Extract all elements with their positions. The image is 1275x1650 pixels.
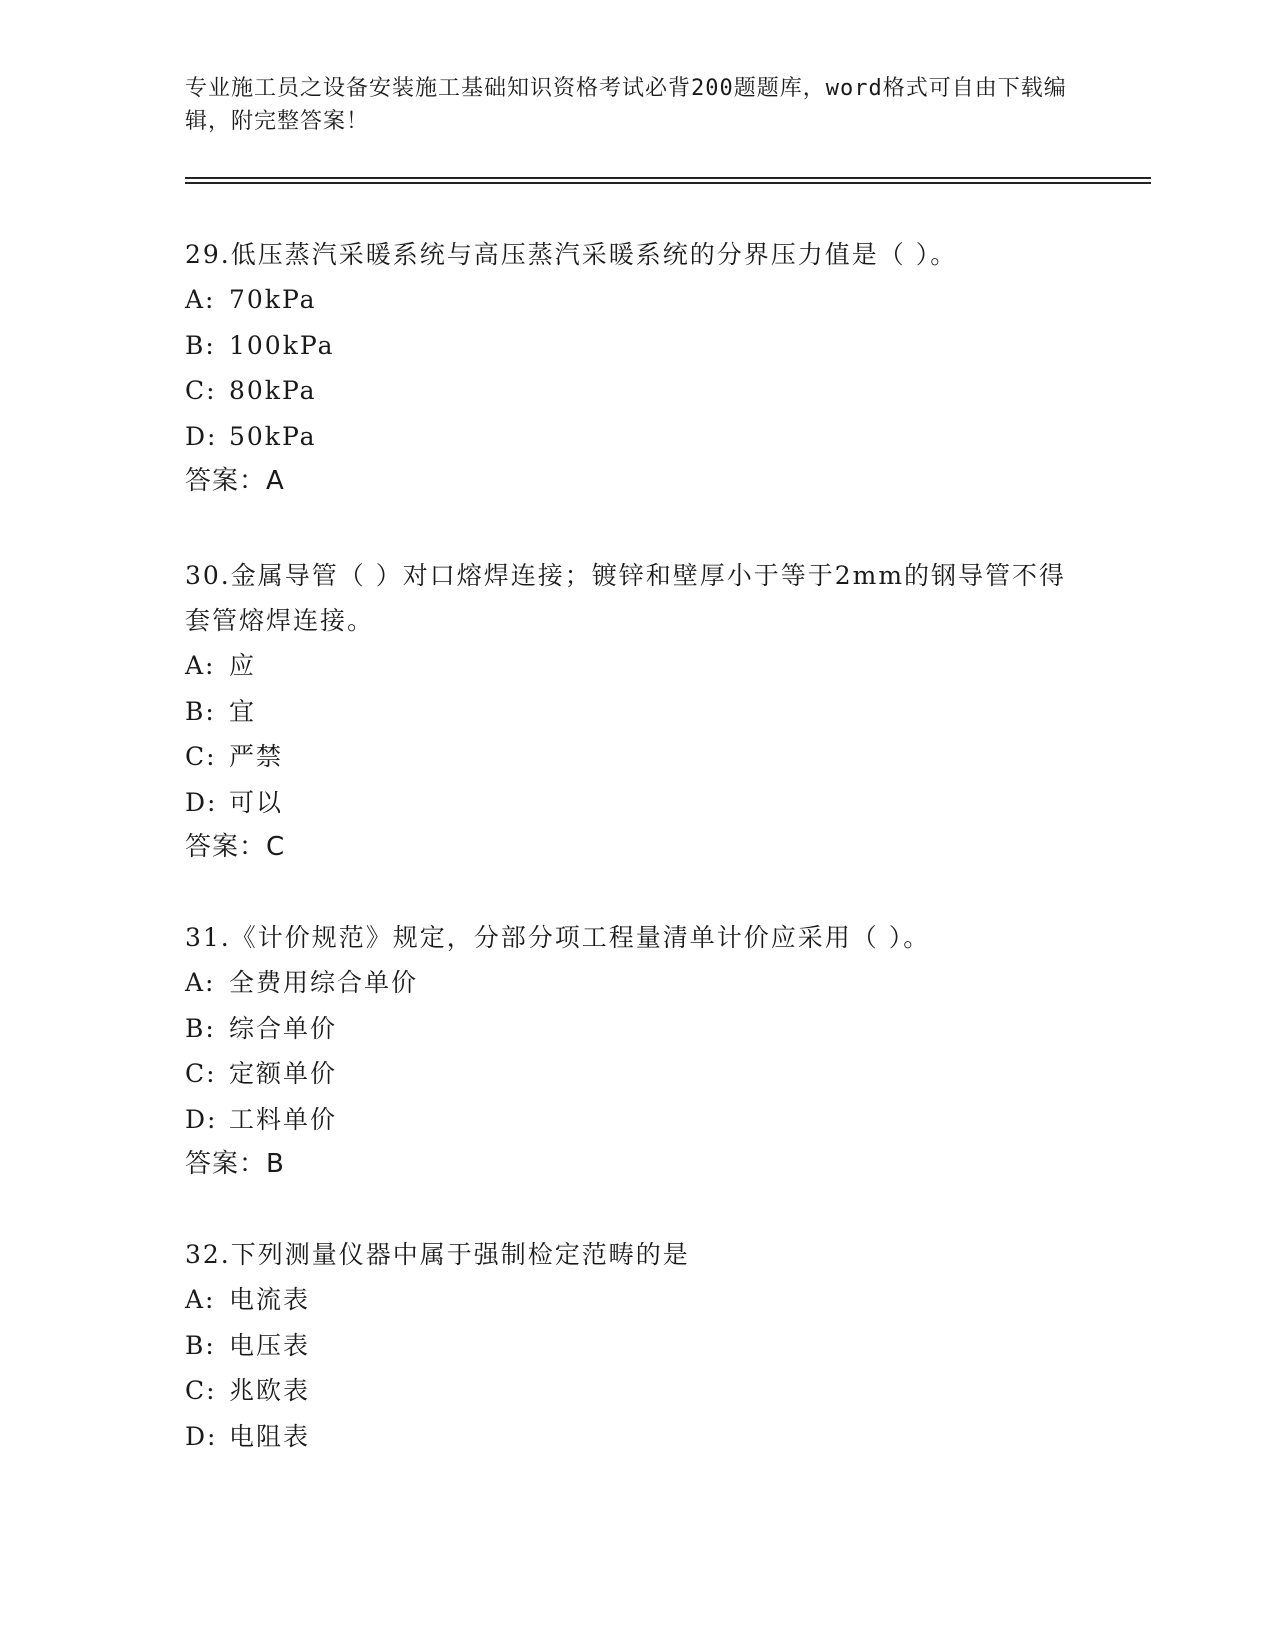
question-stem: 30.金属导管（ ）对口熔焊连接；镀锌和壁厚小于等于2mm的钢导管不得套管熔焊连接。 [185, 561, 1067, 635]
option-text: 全费用综合单价 [229, 968, 419, 997]
option-letter: D: [185, 787, 218, 817]
option-text: 应 [229, 651, 257, 680]
option-text: 80kPa [229, 376, 317, 405]
option-b [185, 689, 1085, 735]
option-text: 50kPa [229, 421, 317, 451]
option-letter: B: [185, 330, 216, 360]
option-b [185, 1323, 1085, 1369]
option-text: 电流表 [229, 1285, 311, 1314]
option-letter: A: [185, 285, 216, 314]
answer-line [185, 1142, 1085, 1186]
option-text: 兆欧表 [229, 1376, 311, 1405]
answer-value: B [266, 1149, 285, 1179]
header-divider-top [185, 177, 1151, 179]
option-text: 工料单价 [229, 1104, 338, 1134]
question-stem: 31.《计价规范》规定，分部分项工程量清单计价应采用（ ）。 [185, 923, 931, 952]
option-letter: A: [185, 651, 216, 680]
option-text: 100kPa [229, 330, 335, 360]
answer-value: C [266, 832, 286, 862]
option-text: 70kPa [229, 285, 317, 314]
option-c [185, 734, 1085, 780]
answer-label: 答案： [185, 1149, 267, 1179]
option-text: 可以 [229, 787, 284, 817]
option-b [185, 323, 1085, 369]
option-letter: B: [185, 1330, 216, 1360]
option-letter: C: [185, 742, 217, 771]
option-letter: B: [185, 1013, 216, 1043]
option-d [185, 1414, 1085, 1460]
answer-label: 答案： [185, 832, 267, 862]
option-a [185, 643, 1085, 689]
option-b [185, 1006, 1085, 1052]
option-d [185, 780, 1085, 826]
option-c [185, 1368, 1085, 1414]
option-letter: D: [185, 421, 218, 451]
option-letter: C: [185, 1376, 217, 1405]
answer-label: 答案： [185, 466, 267, 496]
question-stem: 29.低压蒸汽采暖系统与高压蒸汽采暖系统的分界压力值是（ ）。 [185, 240, 958, 269]
question-32 [185, 1232, 1085, 1459]
question-30 [185, 553, 1085, 869]
option-letter: C: [185, 1059, 217, 1088]
option-d [185, 1097, 1085, 1143]
option-letter: A: [185, 1285, 216, 1314]
answer-line [185, 825, 1085, 869]
option-letter: A: [185, 968, 216, 997]
option-letter: D: [185, 1104, 218, 1134]
option-d [185, 414, 1085, 460]
question-29 [185, 232, 1085, 503]
option-a [185, 1277, 1085, 1323]
option-text: 电阻表 [229, 1421, 311, 1451]
option-text: 严禁 [229, 742, 284, 771]
option-text: 宜 [229, 696, 257, 726]
answer-value: A [266, 466, 285, 496]
option-text: 定额单价 [229, 1059, 338, 1088]
option-c [185, 368, 1085, 414]
option-letter: D: [185, 1421, 218, 1451]
option-text: 电压表 [229, 1330, 311, 1360]
option-a [185, 960, 1085, 1006]
header-divider-bottom [185, 182, 1151, 184]
option-letter: B: [185, 696, 216, 726]
answer-line [185, 459, 1085, 503]
question-stem: 32.下列测量仪器中属于强制检定范畴的是 [185, 1240, 690, 1269]
option-letter: C: [185, 376, 217, 405]
option-a [185, 277, 1085, 323]
document-header: 专业施工员之设备安装施工基础知识资格考试必背200题题库，word格式可自由下载编辑，附完整答案！ [185, 76, 1067, 134]
option-text: 综合单价 [229, 1013, 338, 1043]
question-31 [185, 915, 1085, 1186]
option-c [185, 1051, 1085, 1097]
